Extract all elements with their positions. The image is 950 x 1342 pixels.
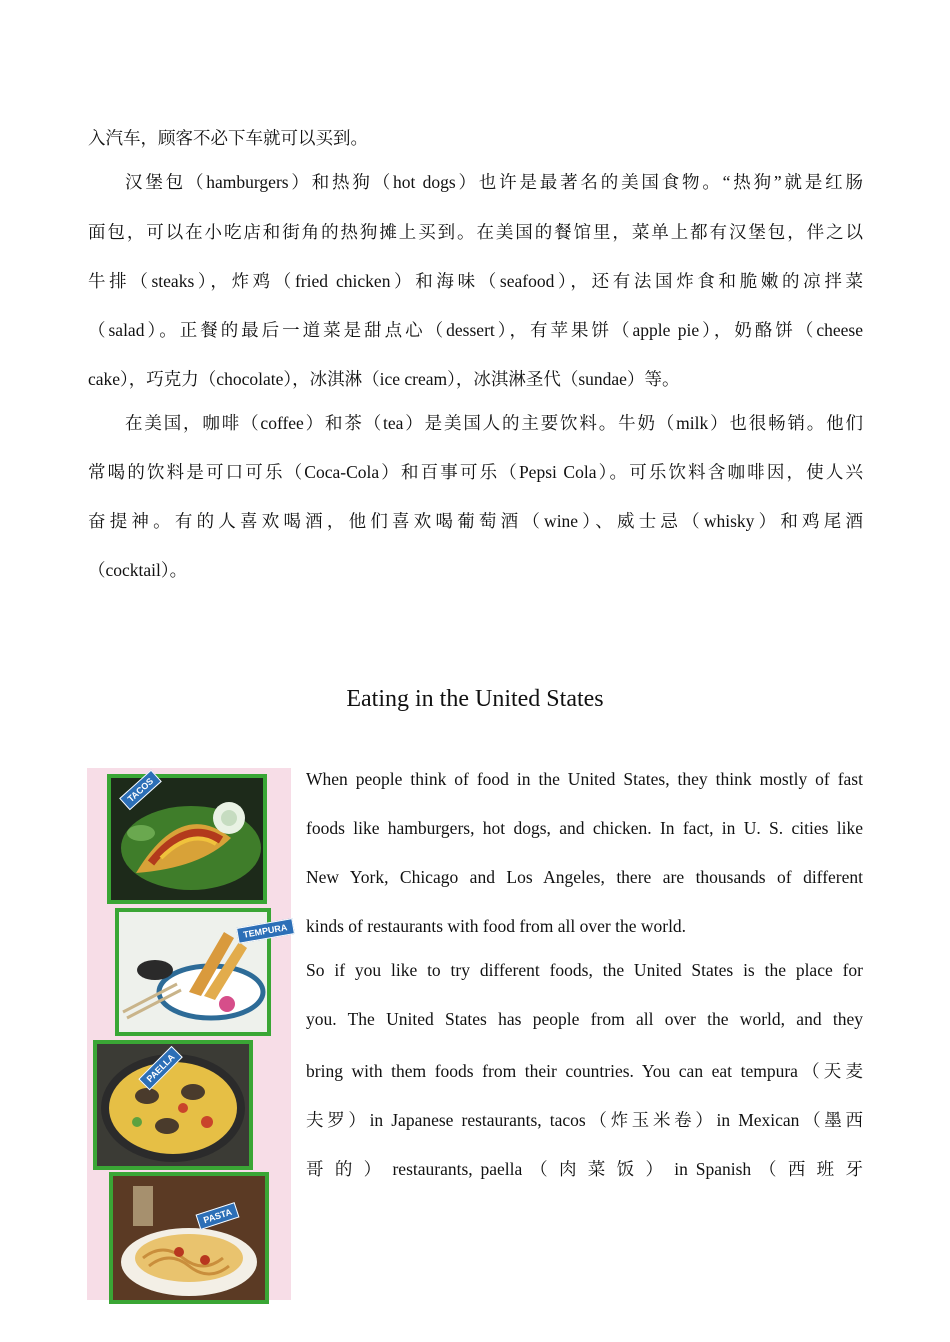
paella-pennant: PAELLA: [138, 1046, 183, 1091]
english-line-2: foods like hamburgers, hot dogs, and chicken. In fact, in U. S. cities like: [306, 818, 863, 838]
chinese-line-9: 奋提神。有的人喜欢喝酒，他们喜欢喝葡萄酒（wine）、威士忌（whisky）和鸡尾酒: [88, 511, 863, 531]
chinese-line-1: 入汽车，顾客不必下车就可以买到。: [88, 128, 368, 148]
chinese-line-3: 面包，可以在小吃店和街角的热狗摊上买到。在美国的餐馆里，菜单上都有汉堡包，伴之以: [88, 222, 863, 242]
chinese-line-8: 常喝的饮料是可口可乐（Coca-Cola）和百事可乐（Pepsi Cola）。可乐饮料含咖啡因，使人兴: [88, 462, 863, 482]
tacos-pennant: TACOS: [119, 770, 162, 811]
tempura-pennant: TEMPURA: [236, 918, 294, 944]
chinese-line-6: cake），巧克力（chocolate），冰淇淋（ice cream），冰淇淋圣代（sundae）等。: [88, 369, 680, 389]
chinese-line-10: （cocktail）。: [88, 560, 188, 580]
chinese-line-4: 牛排（steaks），炸鸡（fried chicken）和海味（seafood），还有法国炸食和脆嫩的凉拌菜: [88, 271, 863, 291]
english-line-6: you. The United States has people from all over the world, and they: [306, 1009, 863, 1029]
english-line-9: 哥 的 ） restaurants, paella （ 肉 菜 饭 ） in Spanish （ 西 班 牙: [306, 1159, 863, 1179]
english-line-5: So if you like to try different foods, the United States is the place for: [306, 960, 863, 980]
food-photo-strip: [87, 768, 291, 1300]
english-line-3: New York, Chicago and Los Angeles, there are thousands of different: [306, 867, 863, 887]
chinese-line-5: （salad）。正餐的最后一道菜是甜点心（dessert），有苹果饼（apple pie），奶酪饼（cheese: [88, 320, 863, 340]
chinese-line-7: 在美国，咖啡（coffee）和茶（tea）是美国人的主要饮料。牛奶（milk）也很畅销。他们: [125, 413, 863, 433]
pasta-photo: [109, 1172, 269, 1304]
section-heading: Eating in the United States: [346, 686, 604, 712]
english-line-4: kinds of restaurants with food from all over the world.: [306, 916, 687, 936]
english-line-1: When people think of food in the United States, they think mostly of fast: [306, 769, 863, 789]
chinese-line-2: 汉堡包（hamburgers）和热狗（hot dogs）也许是最著名的美国食物。“热狗”就是红肠: [125, 172, 863, 192]
pasta-pennant: PASTA: [196, 1202, 240, 1230]
pasta-illustration: [113, 1176, 265, 1300]
english-line-7: bring with them foods from their countries. You can eat tempura（天麦: [306, 1061, 863, 1081]
english-line-8: 夫罗）in Japanese restaurants, tacos（炸玉米卷）in Mexican（墨西: [306, 1110, 863, 1130]
